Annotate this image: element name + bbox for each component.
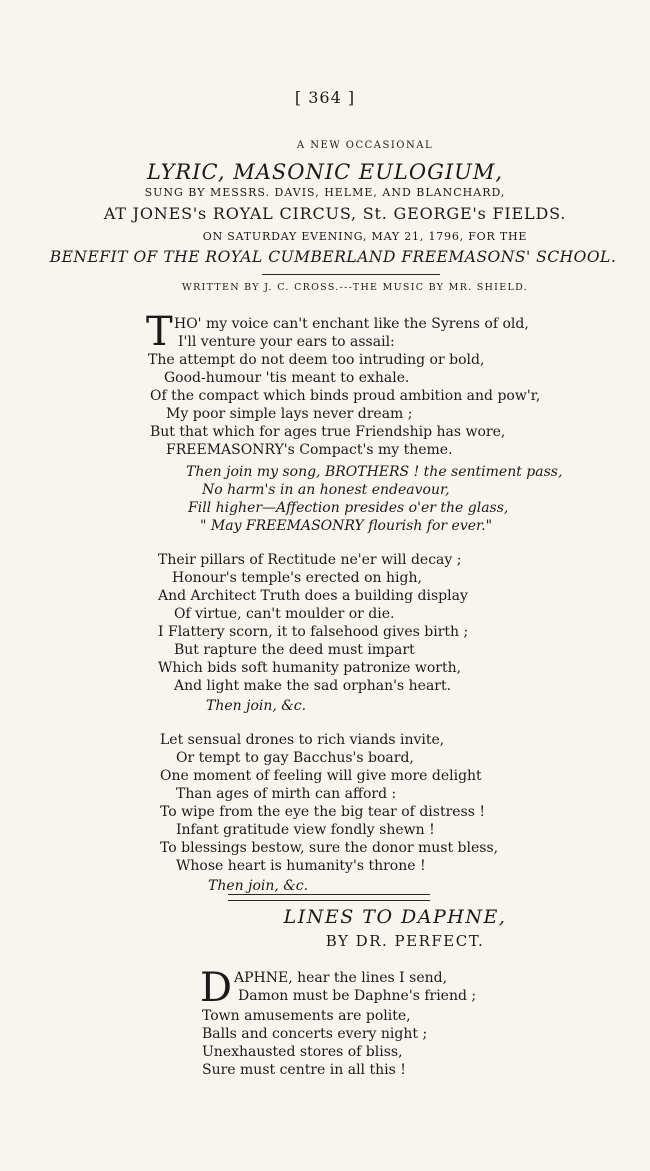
- heading-date: ON SATURDAY EVENING, MAY 21, 1796, FOR THE: [202, 230, 528, 243]
- poem-line: Unexhausted stores of bliss,: [202, 1044, 403, 1060]
- heading-benefit: BENEFIT OF THE ROYAL CUMBERLAND FREEMASONS' SCHOOL.: [49, 248, 617, 266]
- poem-line: APHNE, hear the lines I send,: [234, 970, 448, 986]
- poem-line: The attempt do not deem too intruding or bold,: [148, 352, 485, 368]
- poem-line: Whose heart is humanity's throne !: [176, 858, 426, 874]
- poem-line: I Flattery scorn, it to falsehood gives birth ;: [158, 624, 469, 640]
- chorus-line: No harm's in an honest endeavour,: [202, 482, 450, 498]
- poem-line: Damon must be Daphne's friend ;: [238, 988, 477, 1004]
- drop-cap-t: T: [146, 309, 173, 355]
- poem-line: Let sensual drones to rich viands invite,: [160, 732, 445, 748]
- poem-line: Than ages of mirth can afford :: [176, 786, 397, 802]
- poem-line: Of the compact which binds proud ambition and pow'r,: [150, 388, 541, 404]
- poem-line: Or tempt to gay Bacchus's board,: [176, 750, 414, 766]
- poem-line: Good-humour 'tis meant to exhale.: [164, 370, 410, 386]
- refrain: Then join, &c.: [206, 698, 307, 714]
- poem-line: One moment of feeling will give more delight: [160, 768, 482, 784]
- header-divider: [262, 274, 440, 275]
- chorus-line: " May FREEMASONRY flourish for ever.": [200, 518, 493, 534]
- poem-line: But that which for ages true Friendship has wore,: [150, 424, 506, 440]
- poem-line: Of virtue, can't moulder or die.: [174, 606, 395, 622]
- poem-title: LYRIC, MASONIC EULOGIUM,: [146, 160, 504, 184]
- poem-line: And Architect Truth does a building display: [158, 588, 468, 604]
- section-divider: [228, 894, 430, 901]
- heading-singers: SUNG BY MESSRS. DAVIS, HELME, AND BLANCHARD,: [144, 186, 506, 199]
- heading-authors: WRITTEN BY J. C. CROSS.---THE MUSIC BY MR. SHIELD.: [182, 282, 528, 293]
- page-number: [ 364 ]: [294, 88, 356, 107]
- heading-new-occasional: A NEW OCCASIONAL: [296, 140, 434, 151]
- poem-line: HO' my voice can't enchant like the Syrens of old,: [174, 316, 529, 332]
- poem-line: Infant gratitude view fondly shewn !: [176, 822, 435, 838]
- poem-line: Town amusements are polite,: [202, 1008, 411, 1024]
- poem-line: Honour's temple's erected on high,: [172, 570, 422, 586]
- second-poem-byline: BY DR. PERFECT.: [325, 932, 485, 950]
- poem-line: I'll venture your ears to assail:: [178, 334, 395, 350]
- poem-line: To wipe from the eye the big tear of distress !: [160, 804, 485, 820]
- refrain: Then join, &c.: [208, 878, 309, 894]
- chorus-line: Fill higher—Affection presides o'er the glass,: [188, 500, 509, 516]
- poem-line: But rapture the deed must impart: [174, 642, 415, 658]
- heading-venue: AT JONES's ROYAL CIRCUS, St. GEORGE's FIELDS.: [103, 204, 567, 223]
- poem-line: Their pillars of Rectitude ne'er will decay ;: [158, 552, 462, 568]
- poem-line: My poor simple lays never dream ;: [166, 406, 413, 422]
- second-poem-title: LINES TO DAPHNE,: [283, 906, 507, 928]
- poem-line: Balls and concerts every night ;: [202, 1026, 428, 1042]
- poem-line: Sure must centre in all this !: [202, 1062, 406, 1078]
- drop-cap-d: D: [200, 965, 233, 1011]
- poem-line: To blessings bestow, sure the donor must bless,: [160, 840, 499, 856]
- chorus-line: Then join my song, BROTHERS ! the sentiment pass,: [186, 464, 563, 480]
- poem-line: Which bids soft humanity patronize worth,: [158, 660, 462, 676]
- poem-line: And light make the sad orphan's heart.: [174, 678, 452, 694]
- poem-line: FREEMASONRY's Compact's my theme.: [166, 442, 453, 458]
